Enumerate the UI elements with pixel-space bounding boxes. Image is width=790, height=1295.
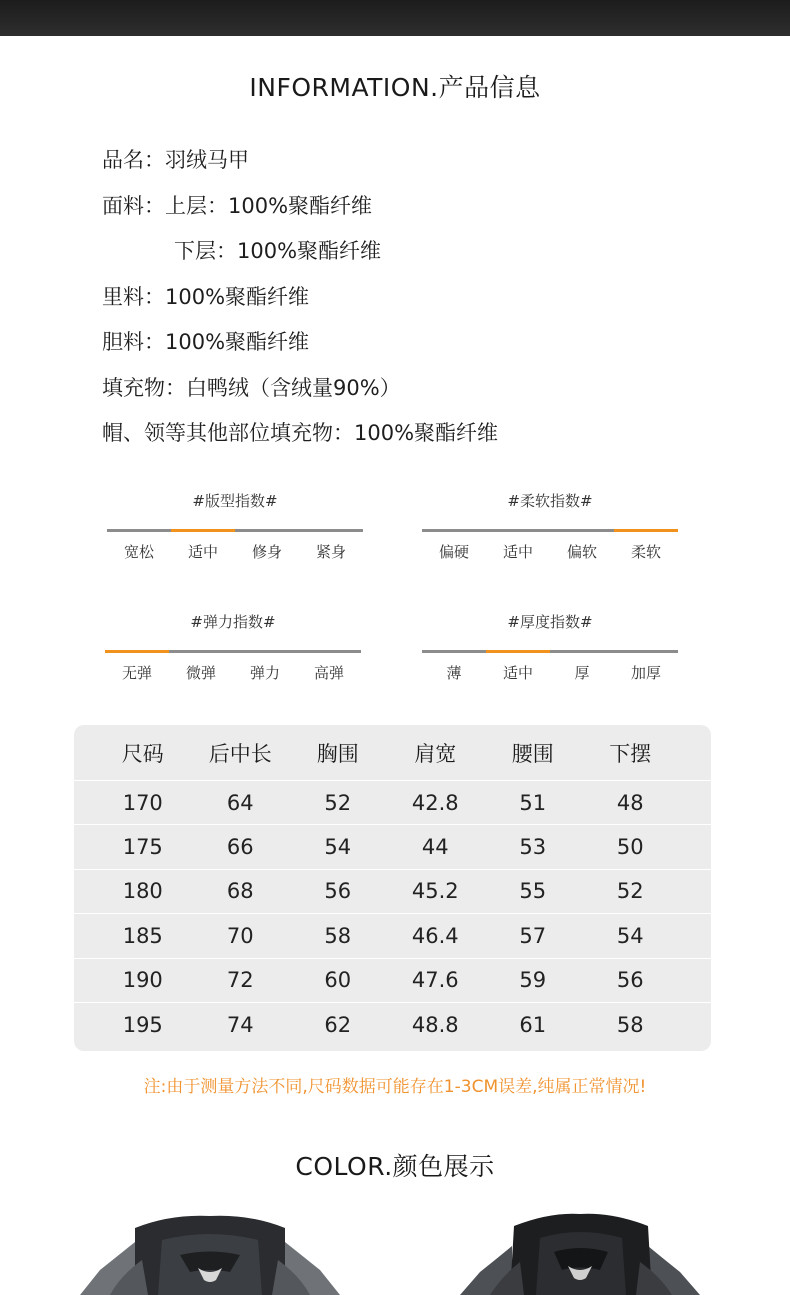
table-cell: 52: [616, 879, 644, 904]
table-cell: 72: [226, 968, 254, 993]
vest-dark-image: [450, 1210, 710, 1295]
table-cell: 54: [616, 923, 644, 948]
table-cell: 44: [421, 835, 449, 860]
table-cell: 57: [519, 923, 547, 948]
table-cell: 46.4: [411, 923, 459, 948]
fit-index-bar: [107, 529, 363, 532]
elasticity-index-label: 微弹: [185, 664, 216, 682]
fit-index-label: 修身: [251, 543, 282, 561]
table-cell: 52: [324, 790, 352, 815]
fit-index-selected-segment: [171, 529, 235, 532]
table-cell: 48: [616, 790, 644, 815]
info-line-lining: 里料：100%聚酯纤维: [102, 284, 310, 309]
thickness-index: [422, 612, 678, 683]
table-row: [74, 780, 711, 824]
table-row: [74, 958, 711, 1002]
table-cell: 66: [226, 835, 254, 860]
header-cell: 下摆: [609, 741, 652, 766]
table-cell: 51: [519, 790, 547, 815]
thickness-index-label: 适中: [502, 664, 533, 682]
fit-index-title: #版型指数#: [192, 492, 278, 510]
info-section-title: INFORMATION.产品信息: [249, 73, 541, 102]
thickness-index-bar: [422, 650, 678, 653]
table-row: [74, 869, 711, 913]
table-cell: 59: [519, 968, 547, 993]
color-section-title: COLOR.颜色展示: [295, 1152, 495, 1181]
thickness-index-label: 厚: [574, 664, 590, 682]
table-cell: 56: [616, 968, 644, 993]
thickness-index-selected-segment: [486, 650, 550, 653]
table-cell: 53: [519, 835, 547, 860]
fit-index-label: 适中: [187, 543, 218, 561]
table-cell: 170: [122, 790, 163, 815]
table-cell: 195: [122, 1012, 163, 1037]
info-line-other-filling: 帽、领等其他部位填充物：100%聚酯纤维: [102, 421, 499, 445]
elasticity-index: [105, 612, 361, 683]
elasticity-index-label: 无弹: [121, 664, 152, 682]
table-cell: 68: [226, 879, 254, 904]
table-cell: 45.2: [411, 879, 459, 904]
info-line-inner: 胆料：100%聚酯纤维: [102, 330, 310, 354]
vest-photo-gray: [80, 1210, 340, 1295]
table-row: [74, 824, 711, 868]
elasticity-index-bar: [105, 650, 361, 653]
vest-gray-image: [80, 1210, 340, 1295]
vest-photo-dark: [450, 1210, 710, 1295]
fit-index-label: 宽松: [123, 543, 154, 561]
top-banner-bar: [0, 0, 790, 36]
table-cell: 175: [122, 835, 163, 860]
table-cell: 74: [226, 1012, 254, 1037]
table-cell: 180: [122, 879, 163, 904]
table-cell: 58: [324, 923, 352, 948]
product-info-list: [102, 143, 498, 462]
size-table: [74, 725, 711, 1051]
info-line-fabric-lower: 下层：100%聚酯纤维: [174, 239, 382, 263]
table-row: [74, 1002, 711, 1046]
table-cell: 42.8: [411, 790, 459, 815]
thickness-index-label: 薄: [446, 664, 462, 682]
table-cell: 61: [519, 1012, 547, 1037]
softness-index: [422, 491, 678, 562]
table-row: [74, 913, 711, 957]
table-cell: 64: [226, 790, 254, 815]
softness-index-selected-segment: [614, 529, 678, 532]
elasticity-index-title: #弹力指数#: [190, 613, 276, 631]
softness-index-bar: [422, 529, 678, 532]
table-cell: 60: [324, 968, 352, 993]
info-line-name: 品名：羽绒马甲: [102, 148, 249, 172]
table-cell: 48.8: [411, 1012, 459, 1037]
header-cell: 腰围: [511, 741, 554, 766]
table-cell: 54: [324, 835, 352, 860]
softness-index-label: 偏软: [566, 543, 597, 561]
table-cell: 185: [122, 923, 163, 948]
softness-index-title: #柔软指数#: [507, 492, 593, 510]
softness-index-label: 偏硬: [438, 543, 469, 561]
table-cell: 50: [616, 835, 644, 860]
table-cell: 70: [226, 923, 254, 948]
header-cell: 肩宽: [414, 741, 457, 766]
table-cell: 62: [324, 1012, 352, 1037]
size-table-header: [74, 725, 711, 780]
info-line-filling: 填充物：白鸭绒（含绒量90%）: [102, 375, 401, 400]
elasticity-index-label: 高弹: [313, 664, 344, 682]
elasticity-index-selected-segment: [105, 650, 169, 653]
measurement-note: 注:由于测量方法不同,尺码数据可能存在1-3CM误差,纯属正常情况!: [143, 1077, 647, 1097]
table-cell: 58: [616, 1012, 644, 1037]
thickness-index-label: 加厚: [630, 664, 661, 682]
fit-index-label: 紧身: [315, 543, 346, 561]
table-cell: 55: [519, 879, 547, 904]
info-line-fabric-upper: 面料：上层：100%聚酯纤维: [102, 193, 373, 218]
header-cell: 尺码: [121, 741, 164, 766]
thickness-index-title: #厚度指数#: [507, 613, 593, 631]
table-cell: 47.6: [411, 968, 459, 993]
table-cell: 56: [324, 879, 352, 904]
softness-index-label: 柔软: [630, 543, 661, 561]
elasticity-index-label: 弹力: [249, 664, 280, 682]
softness-index-label: 适中: [502, 543, 533, 561]
header-cell: 胸围: [316, 741, 359, 766]
fit-index: [107, 491, 363, 562]
table-cell: 190: [122, 968, 163, 993]
header-cell: 后中长: [208, 741, 272, 766]
